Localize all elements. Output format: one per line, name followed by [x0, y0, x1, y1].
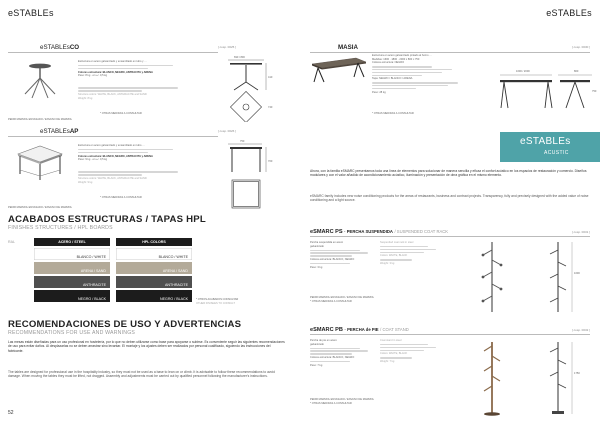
masia-spec: Estructura en acero galvanizado pintado al horno … Medidas: 1600 · 1800 · 2000 x 800 x 750 Colores estructura: NEGRO Tapa: NEGRO / BLANCO / ARENA Peso: 28 kg [372, 54, 492, 94]
acustic-label: ACUSTIC [544, 150, 569, 156]
pb-footer: PEDIR MARMOL ENVASADO / ENVASO DE MARMOL * OTRAS MEDIDAS A CONSULTAR [310, 398, 375, 405]
ps-dim: 1600 [574, 272, 580, 275]
finish-swatch-hpl: ANTHRACITE [116, 276, 192, 288]
masia-table-drawing [310, 56, 368, 84]
finishes-table-header [8, 238, 192, 246]
right-page [300, 0, 600, 424]
product-title-pb: eSMARC PB · PERCHA de PIE / COAT STAND [310, 327, 409, 333]
finish-swatch-hpl: BLANCO / WHITE [116, 248, 192, 260]
page-number-left: 52 [8, 410, 14, 416]
ps-spec-es: Percha suspendida en acero galvanizado Colores estructura: BLANCO, NEGRO Peso: 3 kg [310, 241, 376, 269]
finishes-table [8, 238, 192, 302]
co-spec-es: Estructura en acero galvanizado y ensamblado en tubo y … Colores estructura: BLANCO, NEGRO, ANTRACITA y ARENA Peso: 8 kg · en +/- 0,5 kg [78, 60, 198, 78]
recommendations-en: The tables are designed for professional use in the hospitality industry, so they must not be used as a base to lean on or climb. It is advisable to follow these recommendations to avoid damage. When moving the tables they must be lifted, not dragged. Assembly and adjustments must be carried out by qualified personnel following the manufacturer's instructions. [8, 370, 275, 379]
ap-footer: PEDIR MARMOL ENVASADO / ENVASO DE MARMOL [8, 206, 73, 209]
acustic-banner [500, 132, 600, 162]
finish-swatch-steel: BLANCO / WHITE [34, 248, 110, 260]
finishes-subtitle: FINISHES STRUCTURES / HPL BOARDS [8, 225, 113, 231]
acustic-brand: eSTABLEs [520, 136, 571, 147]
co-base-drawing [20, 58, 60, 100]
pb-dimension-drawing [536, 338, 578, 418]
product-title-ap: eSTABLEsAP [40, 128, 79, 135]
ap-dimension-drawing [222, 140, 272, 212]
finishes-row-label [8, 290, 32, 302]
product-title-co: eSTABLEsCO [40, 44, 80, 51]
finishes-ral-label: RAL [8, 238, 32, 246]
co-dim-side: 410 [268, 76, 273, 79]
co-footer: PEDIR MARMOL ENVASADO / ENVASO DE MARMOL [8, 118, 73, 121]
product-code-masia: [ cosp. 0030 ] [571, 45, 590, 49]
product-code-pb: [ cosp. 0032 ] [571, 328, 590, 332]
divider [310, 52, 590, 53]
esmarc-intro-en: eSMARC family includes new noise conditioning products for the areas of restaurants, business and contract projects. Transparency, fully and precisely designed with the added value of noise conditioning and a light source. [310, 194, 589, 203]
masia-note: * OTRAS MEDIDAS A CONSULTAR [372, 112, 414, 115]
co-spec-en: Structure colors: WHITE, BLACK, ANTHRACITE and SAND Weight: 8 kg [78, 86, 198, 100]
pb-spec-es: Percha de pie en acero galvanizado Colores estructura: BLANCO, NEGRO Peso: 7 kg [310, 339, 376, 367]
co-dimension-drawing [222, 56, 272, 122]
finishes-note: * OTROS ACABADOS CONSULTAR OTHER FINISHES TO CONSULT [196, 298, 239, 305]
finishes-row [8, 290, 192, 302]
esmarc-intro-es: Ahora, con la familia eSMARC presentamos toda una línea de elementos para solucionar de manera sencilla y eficaz el confort acústico en los espacios de restauración y comercio. Diseños modulares y con el valor añadido de acondicionamiento acústico, iluminación y presentación de obra gráfica en el mismo elemento. [310, 169, 587, 178]
masia-dimension-drawing [496, 72, 596, 112]
finish-swatch-steel: ARENA / SAND [34, 262, 110, 274]
finishes-row [8, 276, 192, 288]
pb-spec-en: Coat stand in steel Colors: WHITE, BLACK Weight: 7 kg [380, 339, 446, 364]
product-title-ps: eSMARC PS · PERCHA SUSPENDIDA / SUSPENDED COAT RACK [310, 229, 449, 235]
recommendations-es: Las mesas están diseñadas para un uso profesional en hostelería, por lo que no deben utilizarse como base para apoyarse o subirse. Es conveniente seguir las siguientes recomendaciones de uso para evitar daños. Al desplazarlas no se deben arrastrar sino levantar. El montaje y los ajustes deben ser realizados por personal cualificado, siguiendo las instrucciones del fabricante. [8, 340, 285, 353]
co-dim-top: 690 / 800 [234, 56, 245, 59]
brand-logo-left: eSTABLEs [8, 8, 54, 18]
product-code-ap: [ cosp. 0026 ] [217, 129, 236, 133]
brand-logo-right: eSTABLEs [546, 8, 592, 18]
ap-dim-side: 700 [268, 160, 273, 163]
product-code-ps: [ cosp. 0031 ] [571, 230, 590, 234]
divider [8, 136, 218, 137]
finishes-row-label [8, 248, 32, 260]
recommendations-title: RECOMENDACIONES DE USO Y ADVERTENCIAS [8, 319, 242, 330]
finishes-row-label [8, 276, 32, 288]
ps-spec-en: Suspended coat rack in steel Colors: WHITE, BLACK Weight: 3 kg [380, 241, 446, 266]
finishes-row-label [8, 262, 32, 274]
pb-coat-stand-drawing [472, 338, 512, 418]
finish-swatch-hpl: NEGRO / BLACK [116, 290, 192, 302]
divider [310, 334, 590, 335]
divider [310, 236, 590, 237]
ps-coat-rack-drawing [472, 240, 512, 314]
ap-spec-en: Structure colors: WHITE, BLACK, ANTHRACITE and SAND Weight: 9 kg [78, 170, 198, 184]
divider [8, 52, 218, 53]
finish-swatch-steel: NEGRO / BLACK [34, 290, 110, 302]
ap-spec-es: Estructura en acero galvanizado y ensamblado en tubo … Colores estructura: BLANCO, NEGRO, ANTRACITA y ARENA Peso: 9 kg · en +/- 0,5 kg [78, 144, 198, 162]
finish-swatch-hpl: ARENA / SAND [116, 262, 192, 274]
finishes-col-steel: ACERO / STEEL [34, 238, 110, 246]
recommendations-subtitle: RECOMMENDATIONS FOR USE AND WARNINGS [8, 330, 136, 336]
finishes-title: ACABADOS ESTRUCTURAS / TAPAS HPL [8, 214, 206, 225]
ap-note: * OTRAS MEDIDAS A CONSULTAR [100, 196, 142, 199]
masia-dim-a: 1600 / 2000 [516, 70, 530, 73]
finishes-row [8, 248, 192, 260]
masia-dim-c: 750 [592, 90, 597, 93]
ps-dimension-drawing [536, 240, 578, 314]
finishes-row [8, 262, 192, 274]
finish-swatch-steel: ANTHRACITE [34, 276, 110, 288]
masia-dim-b: 800 [574, 70, 579, 73]
finishes-col-hpl: HPL COLORS [116, 238, 192, 246]
product-code-co: [ cosp. 0025 ] [217, 45, 236, 49]
co-note: * OTRAS MEDIDAS A CONSULTAR [100, 112, 142, 115]
ap-table-drawing [14, 142, 66, 182]
ap-dim-top: 750 [240, 140, 245, 143]
co-dim-right: 740 [268, 106, 273, 109]
ps-footer: PEDIR MARMOL ENVASADO / ENVASO DE MARMOL * OTRAS MEDIDAS A CONSULTAR [310, 296, 375, 303]
product-title-masia: MASIA [338, 44, 358, 51]
pb-dim: 1750 [574, 372, 580, 375]
